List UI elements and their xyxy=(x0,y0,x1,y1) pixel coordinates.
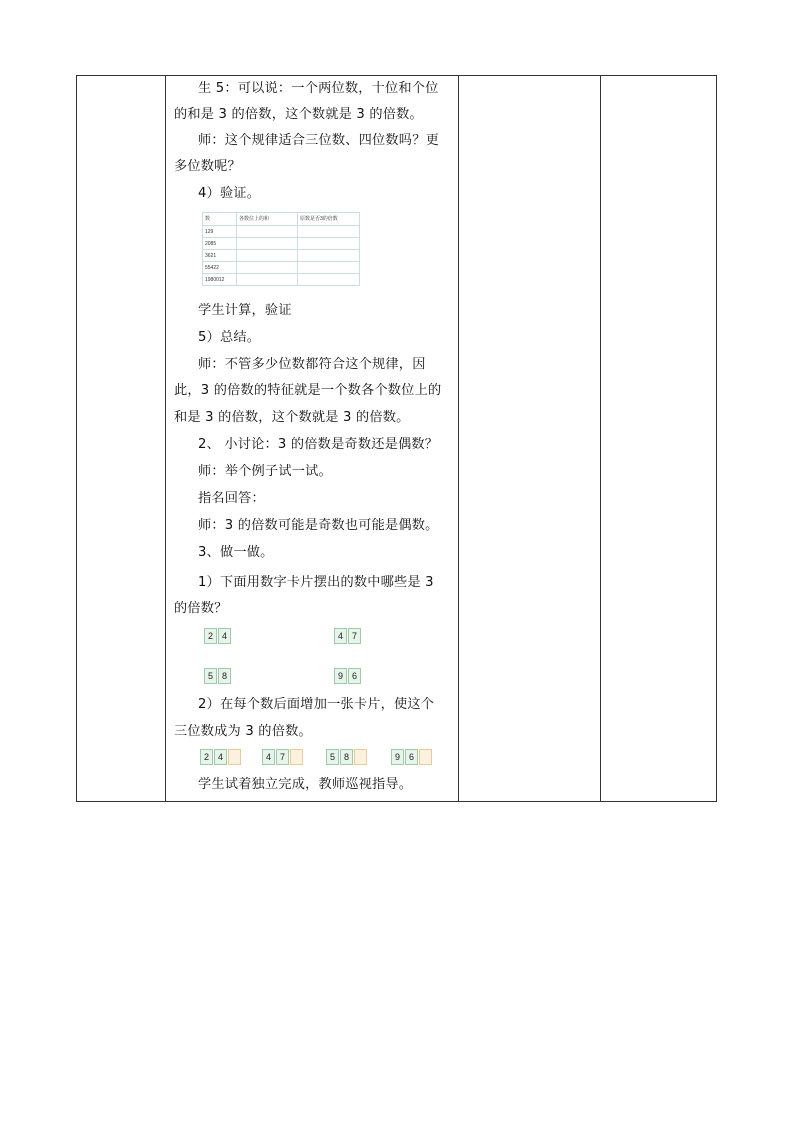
table-row xyxy=(203,250,360,262)
text-line: 多位数呢？ xyxy=(174,159,241,174)
text-line: 师：不管多少位数都符合这个规律，因 xyxy=(198,357,426,372)
table-cell xyxy=(298,250,360,262)
text-line: 5）总结。 xyxy=(198,330,261,345)
text-line: 的倍数？ xyxy=(174,601,228,616)
digit-card: 9 xyxy=(391,749,404,765)
digit-card: 6 xyxy=(348,668,361,684)
table-cell xyxy=(237,250,298,262)
column-divider xyxy=(165,76,166,801)
blank-card xyxy=(228,749,241,765)
text-line: 3、做一做。 xyxy=(198,545,274,560)
table-row xyxy=(203,274,360,286)
table-header: 原数是否3的倍数 xyxy=(298,213,360,226)
text-line: 生 5：可以说：一个两位数，十位和个位 xyxy=(198,81,439,96)
text-line: 2、 小讨论：3 的倍数是奇数还是偶数？ xyxy=(198,437,439,452)
text-line: 学生计算，验证 xyxy=(198,303,292,318)
table-cell xyxy=(237,238,298,250)
table-cell xyxy=(298,262,360,274)
blank-card xyxy=(354,749,367,765)
table-cell xyxy=(298,238,360,250)
digit-card: 7 xyxy=(348,628,361,644)
blank-card xyxy=(290,749,303,765)
digit-card: 8 xyxy=(340,749,353,765)
table-row xyxy=(203,238,360,250)
text-line: 此，3 的倍数的特征就是一个数各个数位上的 xyxy=(174,383,442,398)
number-cards xyxy=(204,668,232,684)
table-row xyxy=(203,262,360,274)
table-header: 各数位上的和 xyxy=(237,213,298,226)
number-cards xyxy=(391,749,433,765)
digit-card: 9 xyxy=(334,668,347,684)
digit-card: 4 xyxy=(262,749,275,765)
digit-card: 2 xyxy=(204,628,217,644)
text-line: 2）在每个数后面增加一张卡片，使这个 xyxy=(198,697,435,712)
blank-card xyxy=(419,749,432,765)
table-cell: 3621 xyxy=(203,250,237,262)
column-divider xyxy=(600,76,601,801)
number-cards xyxy=(334,628,362,644)
table-cell xyxy=(237,262,298,274)
text-line: 1）下面用数字卡片摆出的数中哪些是 3 xyxy=(198,575,434,590)
digit-card: 4 xyxy=(214,749,227,765)
table-row xyxy=(203,226,360,238)
digit-card: 7 xyxy=(276,749,289,765)
text-line: 学生试着独立完成，教师巡视指导。 xyxy=(198,777,413,792)
verification-table xyxy=(202,212,360,286)
digit-card: 4 xyxy=(334,628,347,644)
table-cell: 55422 xyxy=(203,262,237,274)
text-line: 的和是 3 的倍数，这个数就是 3 的倍数。 xyxy=(174,107,423,122)
number-cards xyxy=(326,749,368,765)
digit-card: 4 xyxy=(218,628,231,644)
table-header: 数 xyxy=(203,213,237,226)
text-line: 三位数成为 3 的倍数。 xyxy=(174,724,312,739)
digit-card: 6 xyxy=(405,749,418,765)
text-line: 师：这个规律适合三位数、四位数吗？更 xyxy=(198,133,439,148)
table-cell xyxy=(237,274,298,286)
digit-card: 5 xyxy=(204,668,217,684)
number-cards xyxy=(204,628,232,644)
text-line: 师：举个例子试一试。 xyxy=(198,464,332,479)
text-line: 和是 3 的倍数，这个数就是 3 的倍数。 xyxy=(174,410,410,425)
table-cell: 2085 xyxy=(203,238,237,250)
number-cards xyxy=(262,749,304,765)
number-cards xyxy=(334,668,362,684)
text-line: 4）验证。 xyxy=(198,186,261,201)
lesson-table xyxy=(76,75,717,802)
text-line: 指名回答： xyxy=(198,491,265,506)
digit-card: 5 xyxy=(326,749,339,765)
number-cards xyxy=(200,749,242,765)
table-cell xyxy=(298,274,360,286)
text-line: 师：3 的倍数可能是奇数也可能是偶数。 xyxy=(198,518,439,533)
table-cell: 129 xyxy=(203,226,237,238)
digit-card: 2 xyxy=(200,749,213,765)
table-cell xyxy=(237,226,298,238)
table-cell xyxy=(298,226,360,238)
table-cell: 1980012 xyxy=(203,274,237,286)
digit-card: 8 xyxy=(218,668,231,684)
